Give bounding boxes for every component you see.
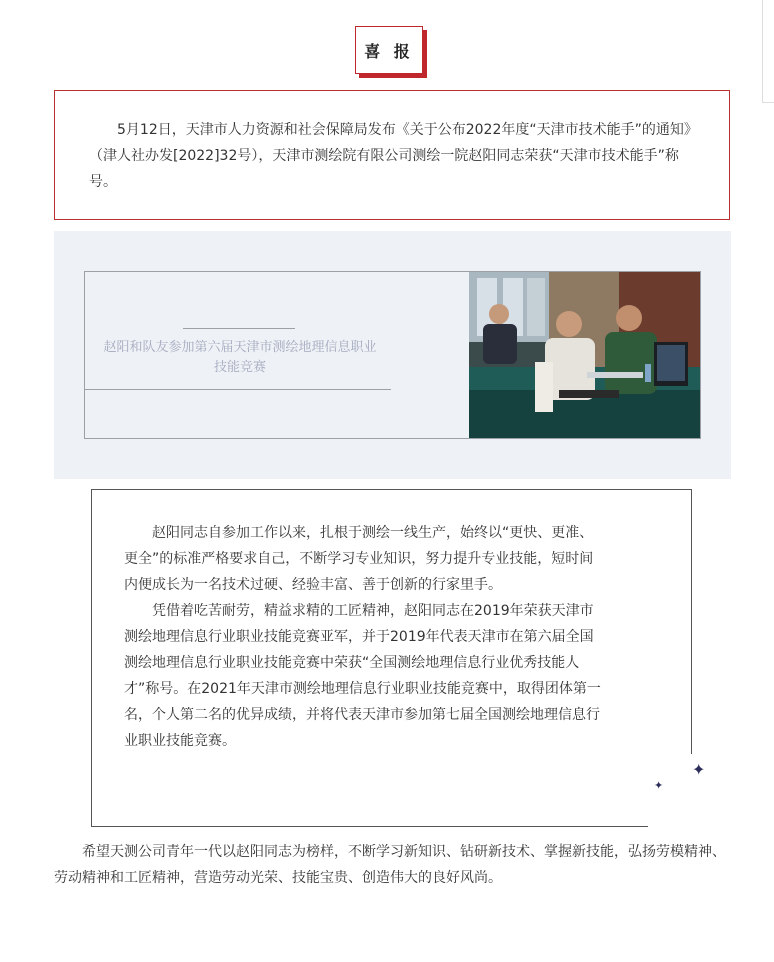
closing-paragraph: 希望天测公司青年一代以赵阳同志为榜样，不断学习新知识、钻研新技术、掌握新技能，弘扬劳模精神、劳动精神和工匠精神，营造劳动光荣、技能宝贵、创造伟大的良好风尚。 [54,844,726,886]
caption-divider-bottom [85,389,391,390]
page-title-badge [355,26,423,74]
photo-card [84,271,701,439]
photo-caption-line1: 赵阳和队友参加第六届天津市测绘地理信息职业 [103,340,377,355]
competition-photo [469,272,700,438]
sparkle-icon-large: ✦ [692,760,706,779]
scrollbar-edge[interactable] [762,0,774,103]
body-box-corner-cutout [648,754,698,832]
caption-divider-top [183,328,295,329]
page-title: 喜 报 [364,41,414,61]
sparkle-icon-small: ✦ [654,779,664,792]
photo-panel [54,231,731,479]
intro-text: 5月12日，天津市人力资源和社会保障局发布《关于公布2022年度“天津市技术能手”的通知》（津人社办发[2022]32号），天津市测绘院有限公司测绘一院赵阳同志荣获“天津市技术能手”称号。 [89,122,698,190]
body-box [91,489,692,827]
photo-caption-line2: 技能竞赛 [213,360,266,375]
intro-box [54,90,730,220]
photo-caption [85,338,395,378]
body-paragraph-1: 赵阳同志自参加工作以来，扎根于测绘一线生产，始终以“更快、更准、更全”的标准严格要求自己，不断学习专业知识，努力提升专业技能，短时间内便成长为一名技术过硬、经验丰富、善于创新的行家里手。 [124,525,594,593]
body-paragraph-2: 凭借着吃苦耐劳，精益求精的工匠精神，赵阳同志在2019年荣获天津市测绘地理信息行业职业技能竞赛亚军，并于2019年代表天津市在第六届全国测绘地理信息行业职业技能竞赛中荣获“全国测绘地理信息行业优秀技能人才”称号。在2021年天津市测绘地理信息行业职业技能竞赛中，取得团体第一名，个人第二名的优异成绩，并将代表天津市参加第七届全国测绘地理信息行业职业技能竞赛。 [124,603,601,749]
competition-photo-illustration [469,272,700,438]
